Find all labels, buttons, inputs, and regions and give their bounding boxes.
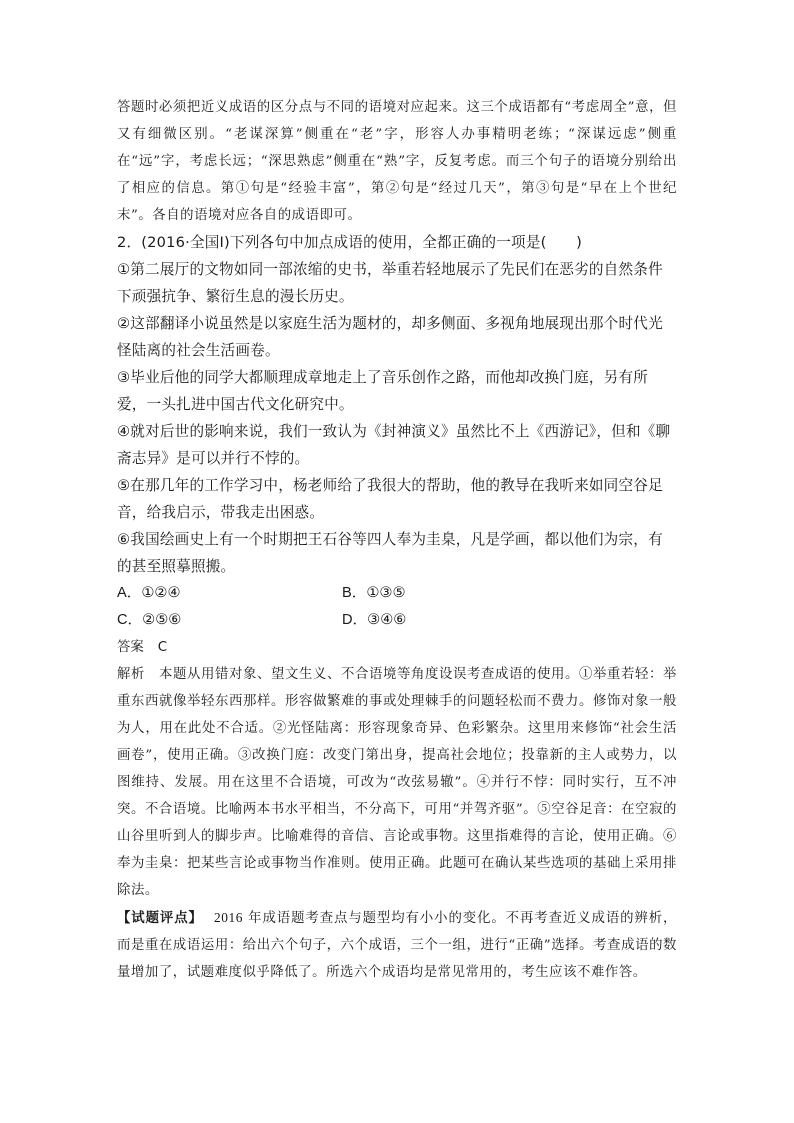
option-d[interactable]: D．③④⑥: [342, 612, 407, 628]
options-row-2: [117, 607, 677, 634]
comment-text: 年成语题考查点与题型均有小小的变化。不再考查近义成语的辨析，而是重在成语运用：给出六个句子，六个成语，三个一组，进行“正确”选择。考查成语的数量增加了，试题难度似乎降低了。所选六个成语均是常见常用的，考生应该不难作答。: [117, 911, 677, 980]
comment-paragraph: [117, 904, 677, 986]
analysis-label: 解析: [117, 667, 146, 682]
options-row-1: [117, 580, 677, 607]
comment-year: 2016: [214, 910, 243, 925]
answer-label: 答案: [117, 640, 144, 655]
sentence-2: ②这部翻译小说虽然是以家庭生活为题材的，却多侧面、多视角地展现出那个时代光怪陆离的社会生活画卷。: [117, 315, 663, 359]
option-b[interactable]: B．①③⑤: [342, 585, 406, 601]
question-stem: 2．(2016·全国Ⅰ)下列各句中加点成语的使用，全都正确的一项是( ): [117, 234, 582, 251]
sentence-3: ③毕业后他的同学大都顺理成章地走上了音乐创作之路，而他却改换门庭，另有所爱，一头扎进中国古代文化研究中。: [117, 369, 649, 413]
answer-line: [117, 634, 677, 661]
document-page: [117, 94, 677, 986]
options-block: [117, 580, 677, 634]
sentence-1: ①第二展厅的文物如同一部浓缩的史书，举重若轻地展示了先民们在恶劣的自然条件下顽强抗争、繁衍生息的漫长历史。: [117, 261, 663, 305]
option-c[interactable]: C．②⑤⑥: [117, 612, 182, 628]
sentence-4: ④就对后世的影响来说，我们一致认为《封神演义》虽然比不上《西游记》，但和《聊斋志异》是可以并行不悖的。: [117, 423, 671, 467]
analysis-text: 本题从用错对象、望文生义、不合语境等角度设误考查成语的使用。①举重若轻：举重东西就像举轻东西那样。形容做繁难的事或处理棘手的问题轻松而不费力。修饰对象一般为人，用在此处不合适。②光怪陆离：形容现象奇异、色彩繁杂。这里用来修饰“社会生活画卷”，使用正确。③改换门庭：改变门第出身，提高社会地位；投靠新的主人或势力，以图维持、发展。用在这里不合语境，可改为“改弦易辙”。④并行不悖：同时实行，互不冲突。不合语境。比喻两本书水平相当，不分高下，可用“并驾齐驱”。⑤空谷足音：在空寂的山谷里听到人的脚步声。比喻难得的音信、言论或事物。这里指难得的言论，使用正确。⑥奉为圭臬：把某些言论或事物当作准则。使用正确。此题可在确认某些选项的基础上采用排除法。: [117, 667, 677, 898]
comment-label: 【试题评点】: [117, 911, 203, 926]
sentence-6: ⑥我国绘画史上有一个时期把王石谷等四人奉为圭臬，凡是学画，都以他们为宗，有的甚至照摹照搬。: [117, 531, 663, 575]
answer-value: C: [157, 640, 168, 655]
sentence-5: ⑤在那几年的工作学习中，杨老师给了我很大的帮助，他的教导在我听来如同空谷足音，给我启示，带我走出困惑。: [117, 477, 663, 521]
analysis-paragraph: [117, 661, 677, 904]
intro-explanation: 答题时必须把近义成语的区分点与不同的语境对应起来。这三个成语都有“考虑周全”意，但又有细微区别。“老谋深算”侧重在“老”字，形容人办事精明老练；“深谋远虑”侧重在“远”字，考虑长远；“深思熟虑”侧重在“熟”字，反复考虑。而三个句子的语境分别给出了相应的信息。第①句是“经验丰富”，第②句是“经过几天”，第③句是“早在上个世纪末”。各自的语境对应各自的成语即可。: [117, 100, 677, 223]
option-a[interactable]: A．①②④: [117, 585, 181, 601]
